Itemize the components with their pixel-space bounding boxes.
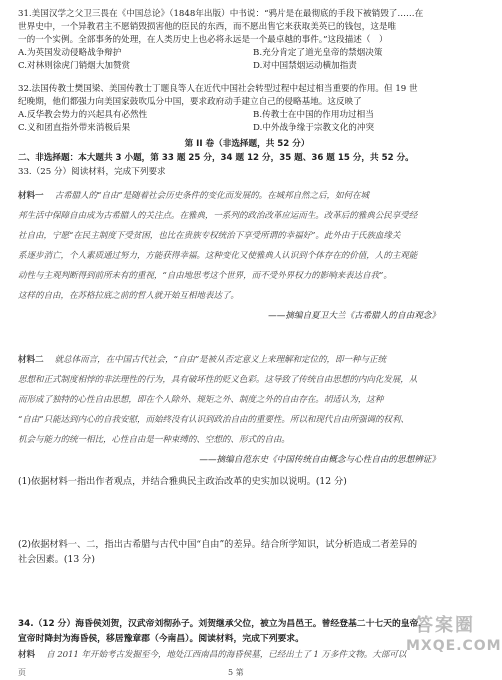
material-2-source: ——摘编自范东史《中国传统自由概念与心性自由的思想辨证》 [199,455,440,465]
material-1-line-first: 材料一 古希腊人的“自由”是随着社会历史条件的变化而发展的。在城邦自然之后，如何在城 [18,191,369,201]
option-a: A.为英国发动侵略战争辩护 [18,48,122,58]
footer-page-number: 5 第 [228,668,244,677]
q32-stem-line: 32.法国传教士樊国梁、美国传教士丁题良等人在近代中国社会转型过程中起过相当重要的作用。但 19 世 [18,84,418,94]
option-d: D.中外战争缘于宗教文化的冲突 [253,123,375,133]
material-2-line: 机会与能力的统一相比，心性自由是一种束缚的、空想的、形式的自由。 [18,435,290,445]
part-2-title: 第 II 卷（非选择题，共 52 分） [184,139,310,149]
q33-subquestion-2: (2)依据材料一、二，指出古希腊与古代中国“自由”的差异。结合所学知识，试分析造成二者差异的 社会因素。(13 分) [18,539,418,565]
material-1-line: 这样的自由，在苏格拉底之前的哲人就开始互相地表达了。 [18,291,239,301]
material-2-line: 思想和正式制度相悖的非法理性的行为，具有破坏性的贬义色彩。这导致了传统自由思想的内向化发展，从 [18,375,418,385]
option-d: D.对中国禁烟运动横加指责 [253,61,357,71]
q33-subquestion-1: (1)依据材料一指出作者观点，并结合雅典民主政治改革的史实加以说明。(12 分) [18,476,347,487]
material-1-line: 动性与主观判断得到前所未有的重视，“自由地思考这个世界，而不受外界权力的影响来表达自我”。 [18,271,392,281]
material-1-line: 社自由，宁愿“在民主制度下受贫困，也比在贵族专权统治下享受所谓的幸福好”。此外由于氏族血缘关 [18,231,401,241]
material-1-source: ——摘编自夏卫大兰《古希腊人的自由观念》 [268,311,440,321]
material-2-line-first: 材料二 就总体而言，在中国古代社会，“自由”是被从否定意义上来理解和定位的，即一种与正统 [18,355,386,365]
material-1 [18,186,476,326]
q32-options-row [18,122,476,135]
q33-heading: 33.（25 分）阅读材料，完成下列要求 [18,167,166,177]
question-31 [18,8,476,73]
q32-options-row [18,109,476,122]
option-a: A.反华教会势力的兴起具有必然性 [18,110,148,120]
material-2 [18,350,476,470]
material-1-label: 材料一 [18,191,44,201]
section-title: 二、非选择题：本大题共 3 小题，第 33 题 25 分，34 题 12 分，35 题、36 题 15 分，共 52 分。 [18,153,414,163]
material-2-line: 而形成了独特的心性自由思想，即在个人除外、规矩之外、制度之外的自由存在。胡适认为，这种 [18,395,384,405]
material-2-label: 材料二 [18,355,44,365]
option-c: C.对林则徐虎门销烟大加赞赏 [18,61,131,71]
q31-stem-line: 31.美国汉学之父卫三畏在《中国总论》（1848年出版）中书说：“鸦片是在最彻底的手段下被销毁了……在 [18,9,424,19]
q31-stem-line: 一的一个实例。全部事务的处理，在人类历史上也必将永远是一个最卓越的事件。”这段描述（ ） [18,35,388,45]
material-1-line: 系逐步消亡，个人素质通过努力，方能获得幸福。这种变化又使雅典人认识到个体存在的价值，人的主观能 [18,251,418,261]
watermark-logo [406,615,502,666]
q34-line: 宣帝时降封为海昏侯，移居豫章郡（今南昌）。阅读材料，完成下列要求。 [18,634,304,644]
q34-line: 34.（12 分）海昏侯刘贺，汉武帝刘彻孙子。刘贺继承父位，被立为昌邑王。曾经登基二十七天的皇帝， [18,619,428,629]
q31-options-row [18,47,476,60]
question-32 [18,83,476,135]
footer-left: 页 [18,668,26,677]
q34-material-label: 材料 [18,650,35,660]
q31-stem-line: 世界史中，一个异教君主不愿销毁损害他的臣民的东西，而不愿出售它来获取美英已的钱包，这是唯 [18,22,397,32]
option-b: B.充分肯定了道光皇帝的禁烟决策 [253,48,383,58]
q31-options-row [18,60,476,73]
option-c: C.义和团直指外带来消极后果 [18,123,131,133]
material-1-line: 邦生活中保障自由成为古希腊人的关注点。在雅典，一系列的政治改革应运而生。改革后的雅典公民享受经 [18,211,418,221]
option-b: B.传教士在中国的作用功过相当 [253,110,374,120]
q34-material-line: 材料 自 2011 年开始考古发掘至今，地处江西南昌的海昏侯墓，已经出土了 1 万多件文物。大部可以 [18,650,407,660]
watermark-line-1: 答案圈 [415,615,475,636]
q32-stem-line: 纪晚期，他们都强力向美国家鼓吹瓜分中国，要求政府动手建立自己的侵略基地。这反映了 [18,97,362,107]
watermark-line-2: MXQE.COM [406,638,502,654]
material-2-line: “自由”只能达到内心的自我安慰，而始终没有认识到政治自由的重要性。所以和现代自由所强调的权利、 [18,415,409,425]
